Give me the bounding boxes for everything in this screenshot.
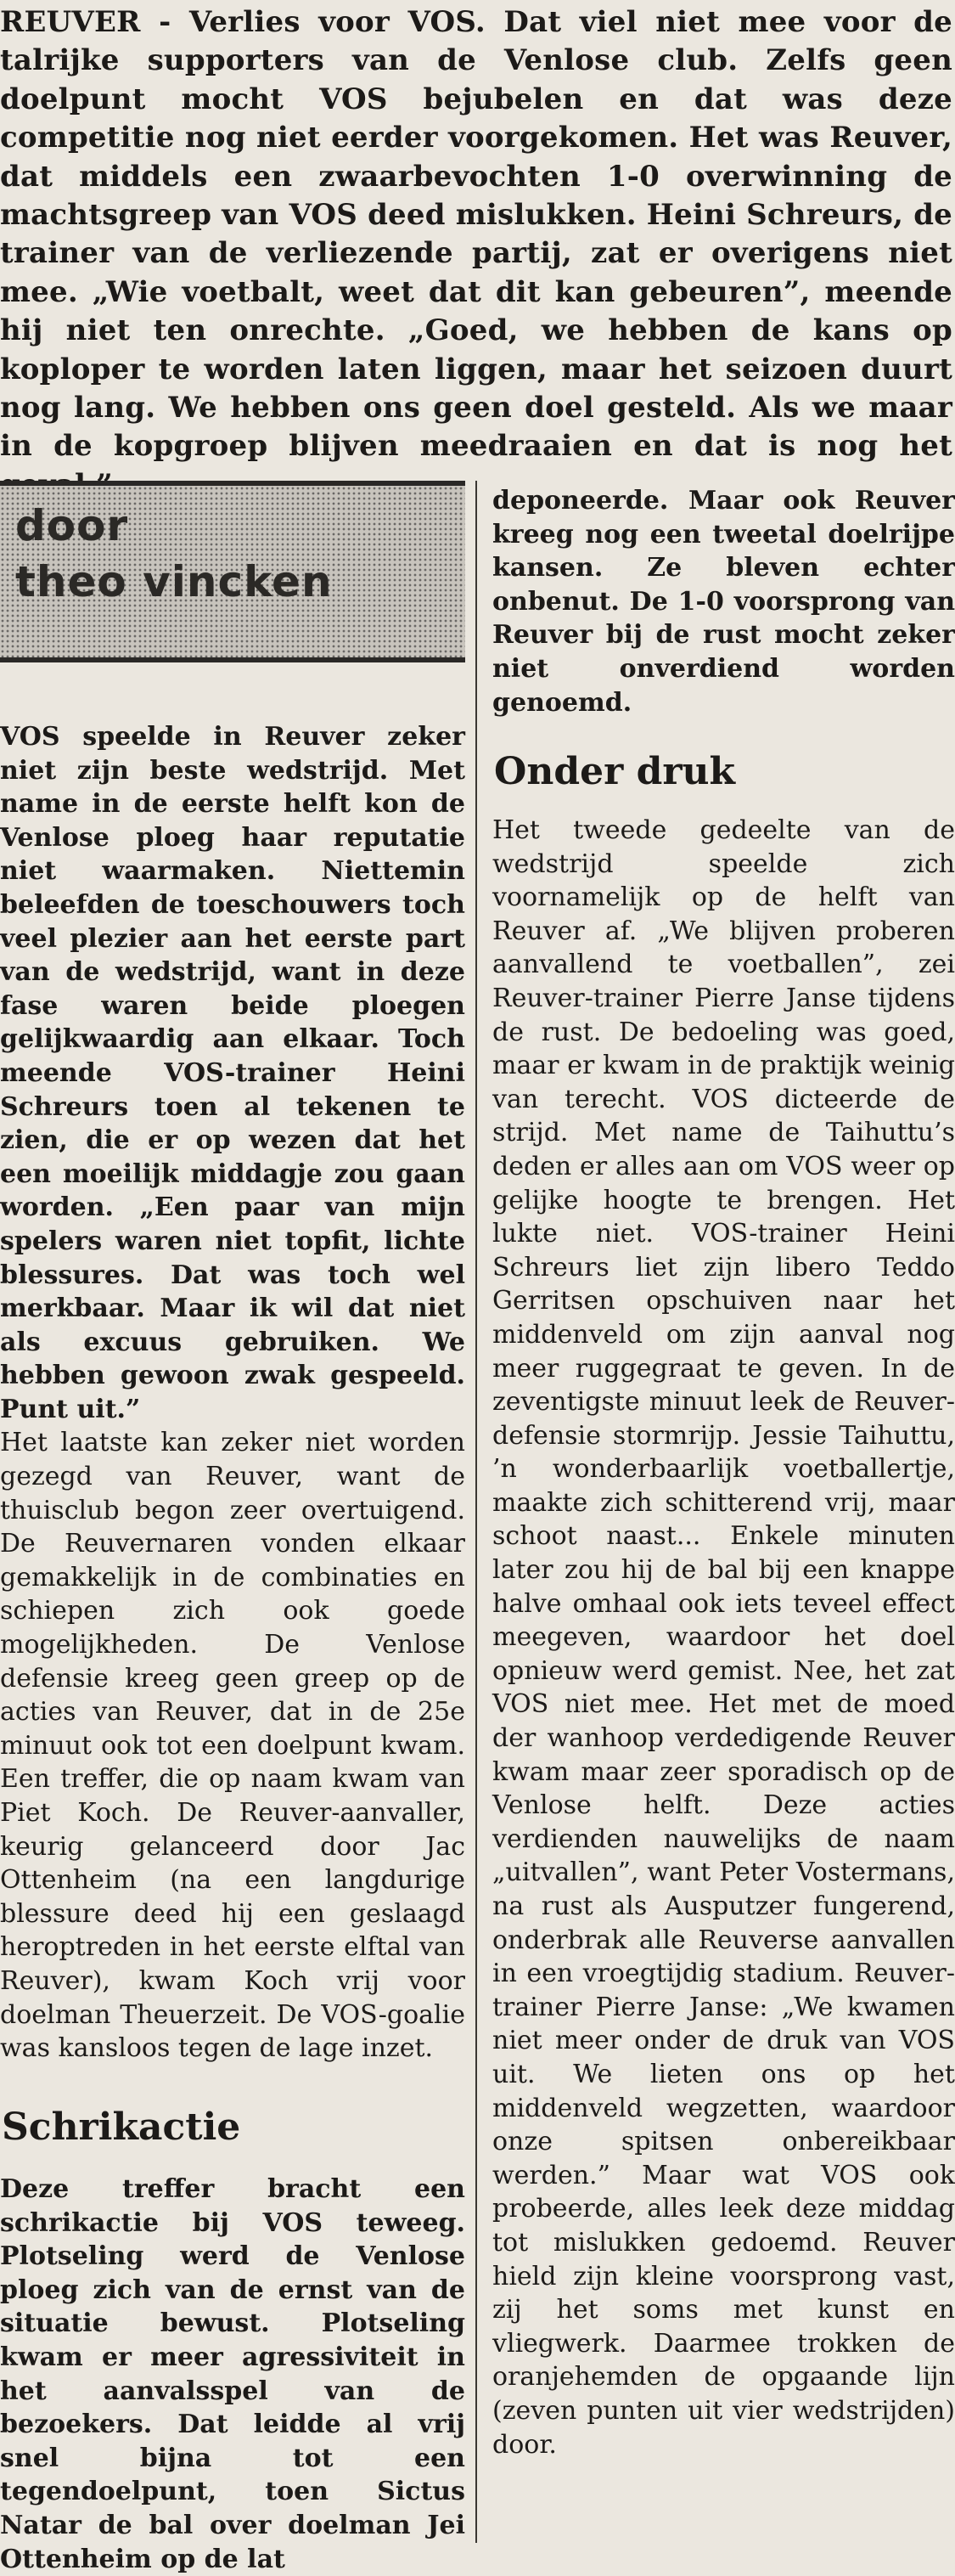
left-paragraph-1: VOS speelde in Reuver zeker niet zijn beste wedstrijd. Met name in de eerste helft kon de Venlose ploeg haar reputatie niet waarmaken. Niettemin beleefden de toeschouwers toch veel plezier aan het eerste part van de wedstrijd, want in deze fase waren beide ploegen gelijkwaardig aan elkaar. Toch meende VOS-trainer Heini Schreurs toen al tekenen te zien, die er op wezen dat het een moeilijk middagje zou gaan worden. „Een paar van mijn spelers waren niet topfit, lichte blessures. Dat was toch wel merkbaar. Maar ik wil dat niet als excuus gebruiken. We hebben gewoon zwak gespeeld. Punt uit.” — [0, 722, 465, 1424]
intro-paragraph — [0, 3, 952, 504]
right-paragraph-2: Het tweede gedeelte van de wedstrijd speelde zich voornamelijk op de helft van Reuver af. „We blijven proberen aanvallend te voetballen”, zei Reuver-trainer Pierre Janse tijdens de rust. De bedoeling was goed, maar er kwam in de praktijk weinig van terecht. VOS dicteerde de strijd. Met name de Taihuttu’s deden er alles aan om VOS weer op gelijke hoogte te brengen. Het lukte niet. VOS-trainer Heini Schreurs liet zijn libero Teddo Gerritsen opschuiven naar het middenveld om zijn aanval nog meer ruggegraat te geven. In de zeventigste minuut leek de Reuver-defensie stormrijp. Jessie Taihuttu, ’n wonderbaarlijk voetballertje, maakte zich schitterend vrij, maar schoot naast... Enkele minuten later zou hij de bal bij een knappe halve omhaal ook iets teveel effect meegeven, waardoor het doel opnieuw werd gemist. Nee, het zat VOS niet mee. Het met de moed der wanhoop verdedigende Reuver kwam maar zeer sporadisch op de Venlose helft. Deze acties verdienden nauwelijks de naam „uitvallen”, want Peter Vostermans, na rust als Ausputzer fungerend, onderbrak alle Reuverse aanvallen in een vroegtijdig stadium. Reuver-trainer Pierre Janse: „We kwamen niet meer onder de druk van VOS uit. We lieten ons op het middenveld wegzetten, waardoor onze spitsen onbereikbaar werden.” Maar wat VOS ook probeerde, alles leek deze middag tot mislukken gedoemd. Reuver hield zijn kleine voorsprong vast, zij het soms met kunst en vliegwerk. Daarmee trokken de oranjehemden de opgaande lijn (zeven punten uit vier wedstrijden) door. — [492, 815, 955, 2460]
intro-text: - Verlies voor VOS. Dat viel niet mee voor de talrijke supporters van de Venlose club. Zelfs geen doelpunt mocht VOS bejubelen en dat was deze competitie nog niet eerder voorgekomen. Het was Reuver, dat middels een zwaarbevochten 1-0 overwinning de machtsgreep van VOS deed mislukken. Heini Schreurs, de trainer van de verliezende partij, zat er overigens niet mee. „Wie voetbalt, weet dat dit kan gebeuren”, meende hij niet ten onrechte. „Goed, we hebben de kans op koploper te worden laten liggen, maar het seizoen duurt nog lang. We hebben ons geen doel gesteld. Als we maar in de kopgroep blijven meedraaien en dat is nog het — [0, 5, 952, 464]
left-column-continued — [0, 2173, 465, 2576]
subhead-onder-druk: Onder druk — [494, 750, 736, 793]
left-column-body — [0, 720, 465, 2066]
right-paragraph-1: deponeerde. Maar ook Reuver kreeg nog een tweetal doelrijpe kansen. Ze bleven echter onbenut. De 1-0 voorsprong van Reuver bij de rust mocht zeker niet onverdiend worden genoemd. — [492, 486, 955, 718]
subhead-schrikactie: Schrikactie — [2, 2105, 241, 2149]
right-column-top — [492, 484, 955, 719]
byline-box — [0, 481, 465, 662]
byline-author: theo vincken — [15, 557, 333, 606]
left-paragraph-3: Deze treffer bracht een schrikactie bij VOS teweeg. Plotseling werd de Venlose ploeg zich van de ernst van de situatie bewust. Plotseling kwam er meer agressiviteit in het aanvalsspel van de bezoekers. Dat leidde al vrij snel bijna tot een tegendoelpunt, toen Sictus Natar de bal over doelman Jei Ottenheim op de lat — [0, 2174, 465, 2574]
column-divider — [475, 481, 477, 2543]
intro-kicker: REUVER — [0, 5, 141, 39]
left-paragraph-2: Het laatste kan zeker niet worden gezegd van Reuver, want de thuisclub begon zeer overtuigend. De Reuvernaren vonden elkaar gemakkelijk in de combinaties en schiepen zich ook goede mogelijkheden. De Venlose defensie kreeg geen greep op de acties van Reuver, dat in de 25e minuut ook tot een doelpunt kwam. Een treffer, die op naam kwam van Piet Koch. De Reuver-aanvaller, keurig gelanceerd door Jac Ottenheim (na een langdurige blessure deed hij een geslaagd heroptreden in het eerste elftal van Reuver), kwam Koch vrij voor doelman Theuerzeit. De VOS-goalie was kansloos tegen de lage inzet. — [0, 1428, 465, 2064]
byline-door: door — [15, 501, 129, 550]
right-column-body — [492, 814, 955, 2461]
